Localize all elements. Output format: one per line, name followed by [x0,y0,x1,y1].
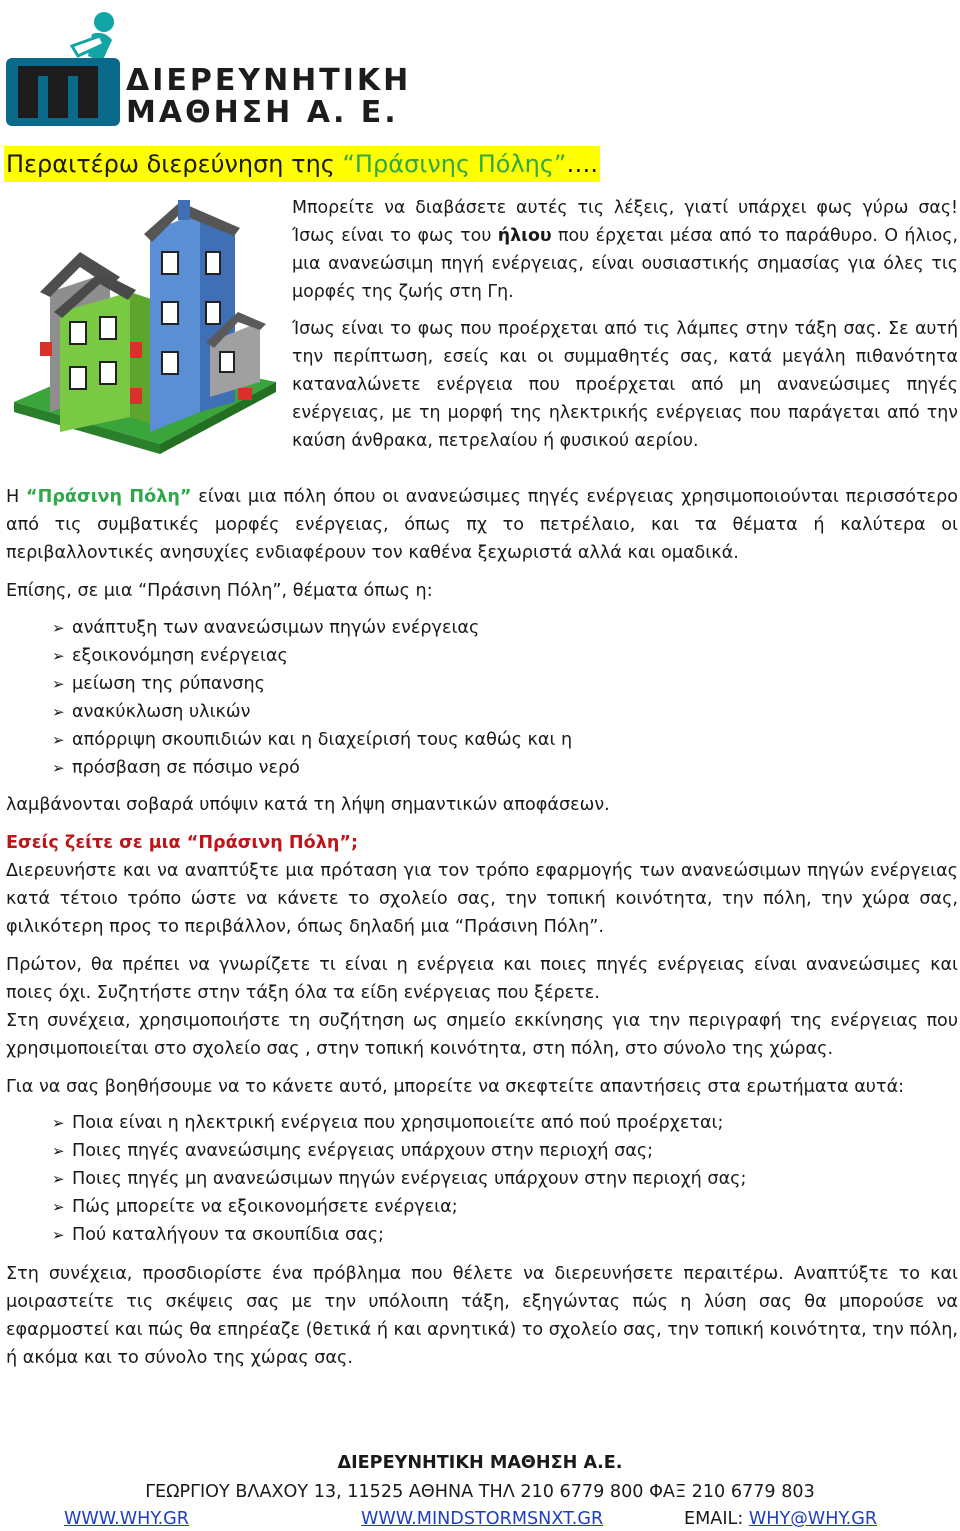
intro-text-b: που έρχεται μέσα από το παράθυρο. Ο ήλιος, μια ανανεώσιμη πηγή ενέργειας, είναι ουσιαστικής σημασίας για όλες τις μορφές της ζωής στη Γη. [292,226,959,302]
final-paragraph: Στη συνέχεια, προσδιορίστε ένα πρόβλημα που θέλετε να διερευνήσετε περαιτέρω. Αναπτύξτε το και μοιραστείτε τις σκέψεις σας με την υπόλοιπη τάξη, εξηγώντας πώς η λύση σας θα μπορούσε να εφαρμοστεί και πώς θα επηρέαζε (θετικά ή και αρνητικά) το σχολείο σας, την τοπική κοινότητα, την πόλη, ή ακόμα και το σύνολο της χώρας σας. [6,1264,958,1368]
question-red-a: Εσείς ζείτε σε μια [6,833,187,853]
logo-line-2: ΜΑΘΗΣΗ Α. Ε. [126,95,399,130]
arrow-bullet-icon: ➢ [52,1198,65,1216]
arrow-bullet-icon: ➢ [52,1170,65,1188]
page-title [4,146,600,182]
arrow-bullet-icon: ➢ [52,675,65,693]
list-item: ➢ ανάπτυξη των ανανεώσιμων πηγών ενέργειας [52,614,572,642]
email-label: EMAIL: [684,1509,749,1529]
questions-list [52,1109,746,1249]
footer-address: ΓΕΩΡΓΙΟΥ ΒΛΑΧΟΥ 13, 11525 ΑΘΗΝΑ ΤΗΛ 210 6779 800 ΦΑΞ 210 6779 803 [145,1482,815,1502]
question-red-b: “Πράσινη Πόλη” [186,833,351,853]
list-item: ➢ Πού καταλήγουν τα σκουπίδια σας; [52,1221,746,1249]
green-city-definition [6,483,958,567]
list-item: ➢ μείωση της ρύπανσης [52,670,572,698]
list-item: ➢ ανακύκλωση υλικών [52,698,572,726]
question-paragraph-3: Στη συνέχεια, χρησιμοποιήστε τη συζήτηση ως σημείο εκκίνησης για την περιγραφή της ενέργειας που χρησιμοποιείται στο σχολείο σας , στην τοπική κοινότητα, στη πόλη, στο σύνολο της χώρας. [6,1011,958,1059]
help-intro: Για να σας βοηθήσουμε να το κάνετε αυτό, μπορείτε να σκεφτείτε απαντήσεις στα ερωτήματα αυτά: [6,1077,905,1097]
list-item: ➢ Ποιες πηγές μη ανανεώσιμων πηγών ενέργειας υπάρχουν στην περιοχή σας; [52,1165,746,1193]
arrow-bullet-icon: ➢ [52,647,65,665]
intro-paragraph-2: Ίσως είναι το φως που προέρχεται από τις λάμπες στην τάξη σας. Σε αυτή την περίπτωση, εσείς και οι συμμαθητές σας, κατά μεγάλη πιθανότητα καταναλώνετε ενέργεια που προέρχεται από μη ανανεώσιμες πηγές ενέργειας, με τη μορφή της ηλεκτρικής ενέργειας που παράγεται από την καύση άνθρακα, πετρελαίου ή φυσικού αερίου. [292,319,958,451]
list-item: ➢ Ποια είναι η ηλεκτρική ενέργεια που χρησιμοποιείτε από πού προέρχεται; [52,1109,746,1137]
list-item: ➢ Πώς μπορείτε να εξοικονομήσετε ενέργεια; [52,1193,746,1221]
topics-list [52,614,572,782]
list-item: ➢ Ποιες πηγές ανανεώσιμης ενέργειας υπάρχουν στην περιοχή σας; [52,1137,746,1165]
question-red-c: ; [350,833,358,853]
green-city-name: “Πράσινη Πόλη” [26,487,192,507]
arrow-bullet-icon: ➢ [52,703,65,721]
arrow-bullet-icon: ➢ [52,759,65,777]
logo-line-1: ΔΙΕΡΕΥΝΗΤΙΚΗ [126,63,412,98]
arrow-bullet-icon: ➢ [52,1142,65,1160]
question-paragraph-2: Πρώτον, θα πρέπει να γνωρίζετε τι είναι η ενέργεια και ποιες πηγές ενέργειας είναι ανανεώσιμες και ποιες όχι. Συζητήστε στην τάξη όλα τα είδη ενέργειας που ξέρετε. [6,955,958,1003]
list-item: ➢ πρόσβαση σε πόσιμο νερό [52,754,572,782]
footer-link-why[interactable]: WWW.WHY.GR [64,1509,190,1529]
logo-mark-icon [4,6,124,128]
title-prefix: Περαιτέρω διερεύνηση της [6,150,343,178]
arrow-bullet-icon: ➢ [52,1114,65,1132]
footer-email [684,1507,877,1531]
list-item: ➢ εξοικονόμηση ενέργειας [52,642,572,670]
question-heading [6,829,958,857]
question-paragraph-1: Διερευνήστε και να αναπτύξτε μια πρόταση για τον τρόπο εφαρμογής των ανανεώσιμων πηγών ενέργειας κατά τέτοιο τρόπο ώστε να κάνετε το σχολείο σας, την τοπική κοινότητα, την πόλη, την χώρα σας, φιλικότερη προς το περιβάλλον, όπως δηλαδή μια “Πράσινη Πόλη”. [6,861,958,937]
arrow-bullet-icon: ➢ [52,731,65,749]
arrow-bullet-icon: ➢ [52,619,65,637]
definition-rest: είναι μια πόλη όπου οι ανανεώσιμες πηγές ενέργειας χρησιμοποιούνται περισσότερο από τις συμβατικές μορφές ενέργειας, όπως πχ το πετρέλαιο, και τα θέματα ή καλύτερα οι περιβαλλοντικές ανησυχίες ενδιαφέρουν τον καθένα ξεχωριστά αλλά και ομαδικά. [6,487,959,563]
definition-start: Η [6,487,27,507]
lego-house-illustration [10,192,280,454]
list-item: ➢ απόρριψη σκουπιδιών και η διαχείρισή τους καθώς και η [52,726,572,754]
email-link[interactable]: WHY@WHY.GR [748,1509,878,1529]
footer-company: ΔΙΕΡΕΥΝΗΤΙΚΗ ΜΑΘΗΣΗ Α.Ε. [337,1453,623,1473]
intro-text-a: Μπορείτε να διαβάσετε αυτές τις λέξεις, γιατί υπάρχει φως γύρω σας! Ίσως είναι το φως του [292,198,958,246]
title-suffix: …. [566,150,599,178]
intro-paragraph-1 [292,194,958,306]
intro-sun-bold: ήλιου [497,226,552,246]
arrow-bullet-icon: ➢ [52,1226,65,1244]
also-intro: Επίσης, σε μια “Πράσινη Πόλη”, θέματα όπως η: [6,581,433,601]
title-highlight: “Πράσινης Πόλης” [342,150,567,178]
company-logo [4,6,514,128]
topics-conclusion: λαμβάνονται σοβαρά υπόψιν κατά τη λήψη σημαντικών αποφάσεων. [6,795,610,815]
footer-link-mindstorms[interactable]: WWW.MINDSTORMSNXT.GR [361,1509,604,1529]
